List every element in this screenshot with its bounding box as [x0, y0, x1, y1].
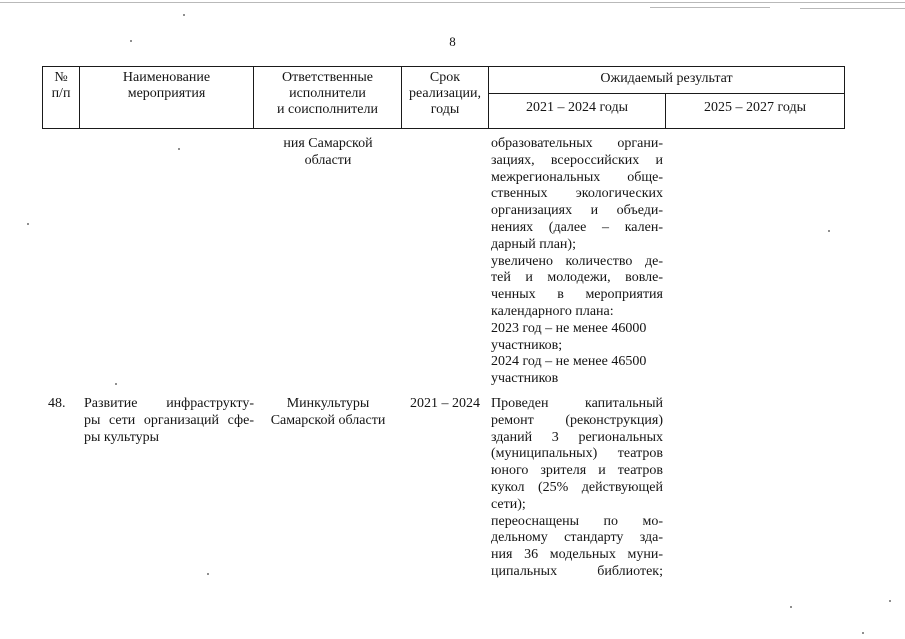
scan-speck [27, 223, 29, 225]
row-result: Проведен капитальный ремонт (реконструкция) зданий 3 региональных (муниципальных) театров юного зрителя и театров кукол (25% действующей сети); переоснащены по мо- дельному стандарту зда- ния 36 модельных муни- ципальных библиотек; [491, 396, 663, 579]
header-term-label: годы [430, 102, 460, 117]
header-responsible-cell [254, 67, 402, 129]
scan-speck [115, 383, 117, 385]
header-name-label: Наименование [122, 70, 211, 85]
header-number-cell [43, 67, 80, 129]
scan-edge-line [650, 7, 770, 8]
row-name: Развитие инфраструкту- ры сети организаций сфе- ры культуры [84, 396, 254, 445]
header-term-cell [402, 67, 489, 129]
scan-edge-line [800, 8, 905, 9]
scan-speck [862, 632, 864, 634]
page-number: 8 [449, 34, 456, 49]
scan-speck [130, 40, 132, 42]
header-responsible-label: исполнители [289, 86, 366, 101]
scan-speck [889, 600, 891, 602]
continued-result: образовательных органи- зациях, всероссийских и межрегиональных обще- ственных экологических организациях и объеди- нениях (далее – кален- дарный план); увеличено количество де- тей и молодежи, вовле- ченных в мероприятия календарного плана: 2023 год – не менее 46000 участников; 2024 год – не менее 46500 участников [491, 136, 663, 387]
header-term-label: реализации, [409, 86, 481, 101]
header-responsible-label: и соисполнители [276, 102, 378, 117]
table-header [42, 66, 845, 129]
scan-edge-line [0, 2, 905, 3]
row-number: 48. [48, 396, 66, 411]
header-result-cell: Ожидаемый результат [489, 67, 845, 94]
header-term-label: Срок [429, 70, 461, 85]
continued-responsible: ния Самарской области [283, 136, 373, 168]
scan-speck [828, 230, 830, 232]
header-number-label: № [54, 70, 68, 85]
row-responsible: Минкультуры Самарской области [270, 396, 386, 428]
scan-speck [183, 14, 185, 16]
row-term: 2021 – 2024 [410, 396, 480, 411]
header-number-label: п/п [51, 86, 71, 101]
scan-speck [790, 606, 792, 608]
scan-speck [207, 573, 209, 575]
header-responsible-label: Ответственные [282, 70, 373, 85]
header-period-2: 2025 – 2027 годы [666, 93, 845, 128]
header-period-1: 2021 – 2024 годы [489, 93, 666, 128]
header-name-label: мероприятия [127, 86, 206, 101]
header-name-cell [80, 67, 254, 129]
scan-speck [178, 148, 180, 150]
